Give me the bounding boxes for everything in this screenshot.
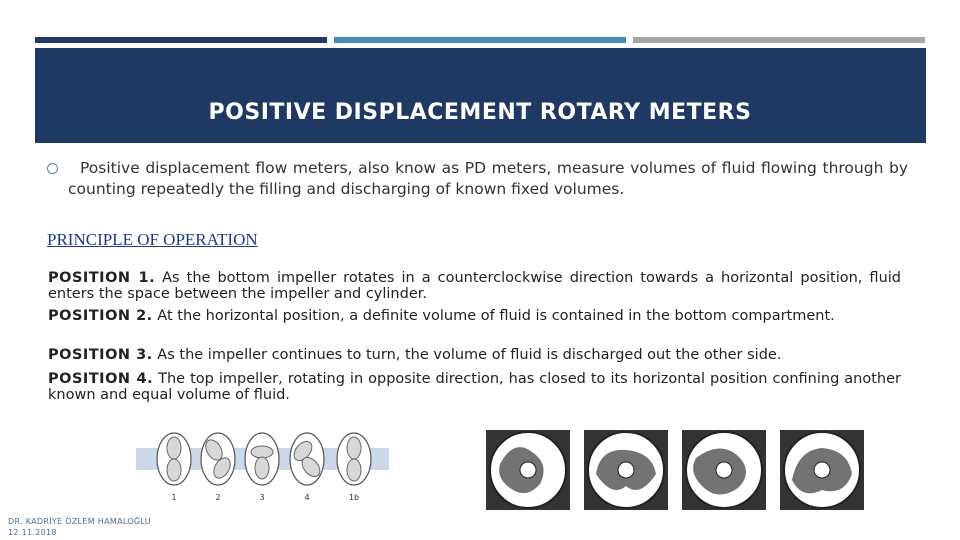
footer-date: 12.11.2018 bbox=[8, 528, 57, 537]
diagram-label: 1b bbox=[348, 493, 360, 502]
position-paragraph-1 bbox=[48, 270, 901, 302]
top-accent-bar-blue bbox=[334, 37, 626, 43]
impeller-stage-1b bbox=[337, 433, 371, 485]
position-label: POSITION 4. bbox=[48, 371, 154, 387]
position-paragraph-3 bbox=[48, 347, 901, 363]
cross-section-1 bbox=[486, 430, 570, 510]
top-accent-bar-gray bbox=[633, 37, 925, 43]
position-text: The top impeller, rotating in opposite direction, has closed to its horizontal position confining another known and equal volume of fluid. bbox=[48, 371, 902, 403]
top-accent-bar-navy bbox=[35, 37, 327, 43]
position-text: As the bottom impeller rotates in a counterclockwise direction towards a horizontal position, fluid enters the space between the impeller and cylinder. bbox=[48, 270, 901, 302]
position-label: POSITION 1. bbox=[48, 270, 156, 286]
diagram-label: 3 bbox=[259, 493, 265, 502]
title-banner bbox=[35, 48, 926, 143]
position-text: As the impeller continues to turn, the volume of fluid is discharged out the other side. bbox=[157, 347, 782, 363]
impeller-stage-4 bbox=[290, 433, 324, 485]
position-text: At the horizontal position, a definite volume of fluid is contained in the bottom compartment. bbox=[157, 308, 835, 324]
diagram-label: 4 bbox=[304, 493, 310, 502]
cross-section-2 bbox=[584, 430, 668, 510]
impeller-stage-1 bbox=[157, 433, 191, 485]
footer bbox=[8, 516, 151, 538]
impeller-stage-2 bbox=[201, 433, 235, 485]
position-paragraph-4 bbox=[48, 371, 901, 403]
impeller-stage-3 bbox=[245, 433, 279, 485]
intro-text: Positive displacement flow meters, also know as PD meters, measure volumes of fluid flowing through by counting repeatedly the filling and discharging of known fixed volumes. bbox=[68, 159, 908, 198]
position-label: POSITION 3. bbox=[48, 347, 153, 363]
position-label: POSITION 2. bbox=[48, 308, 153, 324]
cross-section-3 bbox=[682, 430, 766, 510]
cross-section-4 bbox=[780, 430, 864, 510]
section-heading: PRINCIPLE OF OPERATION bbox=[47, 230, 258, 249]
footer-author: DR. KADRİYE ÖZLEM HAMALOĞLU bbox=[8, 517, 151, 526]
bullet-circle-icon bbox=[47, 163, 58, 174]
intro-paragraph bbox=[68, 158, 908, 200]
position-paragraph-2 bbox=[48, 308, 901, 324]
diagram-label: 2 bbox=[215, 493, 221, 502]
rotary-meter-cross-sections bbox=[480, 428, 870, 510]
impeller-sequence-diagram bbox=[136, 428, 389, 508]
diagram-label: 1 bbox=[171, 493, 177, 502]
slide-title: POSITIVE DISPLACEMENT ROTARY METERS bbox=[208, 100, 752, 125]
